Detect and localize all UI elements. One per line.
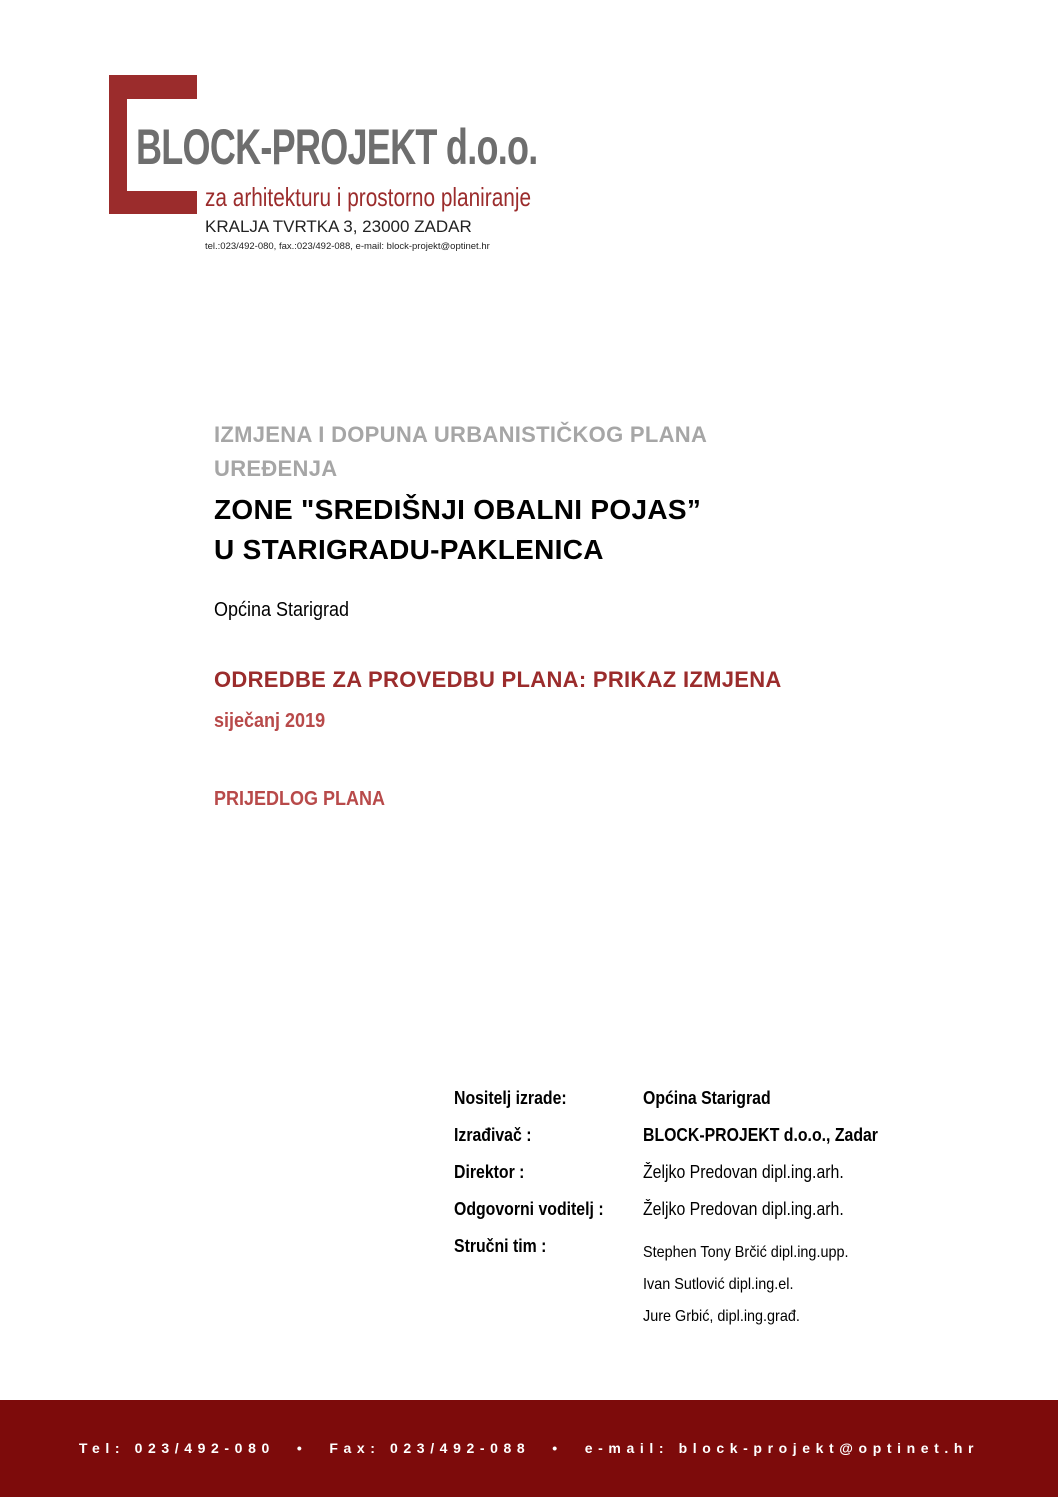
credit-label: Izrađivač :	[454, 1125, 532, 1145]
team-member: Jure Grbić, dipl.ing.građ.	[643, 1308, 800, 1325]
credit-value: Željko Predovan dipl.ing.arh.	[643, 1162, 844, 1182]
logo-contact: tel.:023/492-080, fax.:023/492-088, e-mail: block-projekt@optinet.hr	[205, 241, 490, 252]
plan-title-line-1: ZONE "SREDIŠNJI OBALNI POJAS”	[214, 494, 702, 525]
plan-type-line-1: IZMJENA I DOPUNA URBANISTIČKOG PLANA	[214, 422, 708, 447]
logo-tagline: za arhitekturu i prostorno planiranje	[205, 182, 532, 212]
logo-address: KRALJA TVRTKA 3, 23000 ZADAR	[205, 217, 472, 236]
credits-block	[454, 1085, 994, 1325]
credit-row-lead	[454, 1196, 994, 1233]
team-member: Ivan Sutlović dipl.ing.el.	[643, 1276, 794, 1293]
credit-label: Odgovorni voditelj :	[454, 1199, 604, 1219]
credit-value: Općina Starigrad	[643, 1088, 771, 1108]
plan-title	[214, 490, 914, 570]
footer-email: e-mail: block-projekt@optinet.hr	[584, 1440, 980, 1456]
credit-label: Nositelj izrade:	[454, 1088, 567, 1108]
document-date: siječanj 2019	[214, 710, 326, 732]
plan-type-heading	[214, 418, 874, 486]
credit-label: Direktor :	[454, 1162, 525, 1182]
plan-type-line-2: UREĐENJA	[214, 456, 338, 481]
credit-label: Stručni tim :	[454, 1236, 547, 1256]
company-logo	[109, 75, 579, 260]
team-member: Stephen Tony Brčić dipl.ing.upp.	[643, 1244, 849, 1261]
plan-title-line-2: U STARIGRADU-PAKLENICA	[214, 534, 604, 565]
footer-contact-line	[0, 1438, 1058, 1458]
credit-value: BLOCK-PROJEKT d.o.o., Zadar	[643, 1125, 878, 1145]
credit-value: Željko Predovan dipl.ing.arh.	[643, 1199, 844, 1219]
document-type: ODREDBE ZA PROVEDBU PLANA: PRIKAZ IZMJENA	[214, 667, 782, 692]
credit-row-author	[454, 1122, 994, 1159]
credit-row-director	[454, 1159, 994, 1196]
footer-tel: Tel: 023/492-080	[78, 1440, 275, 1456]
footer-separator: •	[552, 1440, 563, 1456]
footer-fax: Fax: 023/492-088	[329, 1440, 531, 1456]
logo-company-name: BLOCK-PROJEKT d.o.o.	[136, 119, 538, 175]
document-status: PRIJEDLOG PLANA	[214, 788, 386, 810]
footer-separator: •	[296, 1440, 308, 1456]
team-list	[643, 1237, 871, 1333]
footer-bar	[0, 1400, 1058, 1497]
credit-row-holder	[454, 1085, 994, 1122]
municipality: Općina Starigrad	[214, 599, 350, 621]
